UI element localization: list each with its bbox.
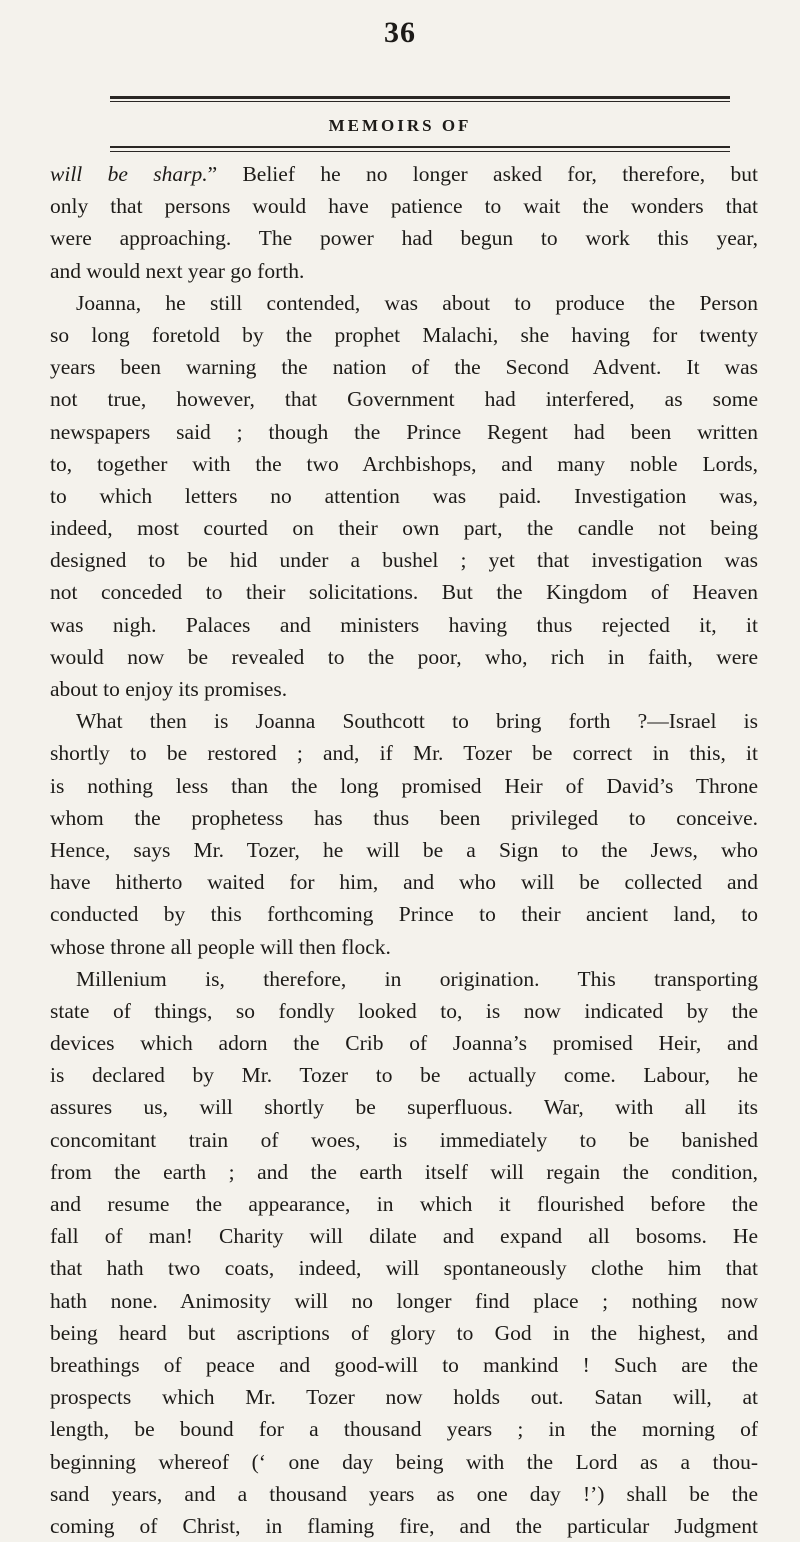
text-line: were approaching. The power had begun to work this year, [50,226,758,251]
text-line: hath none. Animosity will no longer find place ; nothing now [50,1288,758,1313]
text-line: What then is Joanna Southcott to bring forth ?—Israel is [76,709,758,734]
text-line: so long foretold by the prophet Malachi, she having for twenty [50,322,758,347]
text-line: coming of Christ, in flaming fire, and the particular Judgment [50,1513,758,1538]
text-line: assures us, will shortly be superfluous. War, with all its [50,1095,758,1120]
text-line: years been warning the nation of the Second Advent. It was [50,355,758,380]
text-line: sand years, and a thousand years as one day !’) shall be the [50,1481,758,1506]
text-line: that hath two coats, indeed, will spontaneously clothe him that [50,1256,758,1281]
text-line: indeed, most courted on their own part, the candle not being [50,516,758,541]
page-number: 36 [384,16,416,49]
text-line: is nothing less than the long promised Heir of David’s Throne [50,773,758,798]
text-line: conducted by this forthcoming Prince to their ancient land, to [50,902,758,927]
text-line: length, be bound for a thousand years ; in the morning of [50,1417,758,1442]
text-line: only that persons would have patience to wait the wonders that [50,194,758,219]
text-line: and resume the appearance, in which it flourished before the [50,1192,758,1216]
text-line: state of things, so fondly looked to, is now indicated by the [50,998,758,1023]
text-line: whom the prophetess has thus been privileged to conceive. [50,805,758,830]
text-line: is declared by Mr. Tozer to be actually come. Labour, he [50,1063,758,1088]
text-line: and would next year go forth. [50,258,305,283]
body-text [50,158,758,1542]
header-rule-bottom-thin [110,151,730,152]
text-line: not true, however, that Government had interfered, as some [50,387,758,412]
header-rule-top [110,96,730,99]
text-line: designed to be hid under a bushel ; yet that investigation was [50,548,758,573]
text-line: beginning whereof (‘ one day being with the Lord as a thou- [50,1449,758,1474]
text-line: about to enjoy its promises. [50,677,288,701]
paragraph [50,705,758,963]
text-line: would now be revealed to the poor, who, rich in faith, were [50,644,758,669]
text-line: breathings of peace and good-will to mankind ! Such are the [50,1352,758,1377]
text-line: to which letters no attention was paid. Investigation was, [50,483,758,508]
text-line: from the earth ; and the earth itself will regain the condition, [50,1159,758,1184]
text-line: will be sharp.” Belief he no longer asked for, therefore, but [50,162,758,186]
text-line: whose throne all people will then flock. [50,934,391,959]
text-line: fall of man! Charity will dilate and expand all bosoms. He [50,1224,758,1249]
text-line: have hitherto waited for him, and who will be collected and [50,870,758,895]
text-line: Hence, says Mr. Tozer, he will be a Sign to the Jews, who [50,837,758,862]
text-line: shortly to be restored ; and, if Mr. Tozer be correct in this, it [50,741,758,766]
text-line: to, together with the two Archbishops, and many noble Lords, [50,451,758,476]
header-rule-bottom [110,146,730,148]
text-line: devices which adorn the Crib of Joanna’s promised Heir, and [50,1031,758,1056]
text-line: not conceded to their solicitations. But the Kingdom of Heaven [50,580,758,605]
paragraph [50,963,758,1542]
text-line: newspapers said ; though the Prince Regent had been written [50,419,758,444]
text-line: prospects which Mr. Tozer now holds out. Satan will, at [50,1385,758,1410]
text-line: being heard but ascriptions of glory to God in the highest, and [50,1320,758,1345]
text-line: Millenium is, therefore, in origination. This transporting [76,966,758,991]
text-line: Joanna, he still contended, was about to produce the Person [76,290,758,315]
paragraph [50,158,758,287]
text-line: was nigh. Palaces and ministers having thus rejected it, it [50,612,758,637]
running-head: MEMOIRS OF [328,116,472,135]
header-rule-top-thin [110,101,730,102]
text-line: concomitant train of woes, is immediately to be banished [50,1127,758,1152]
paragraph [50,287,758,705]
